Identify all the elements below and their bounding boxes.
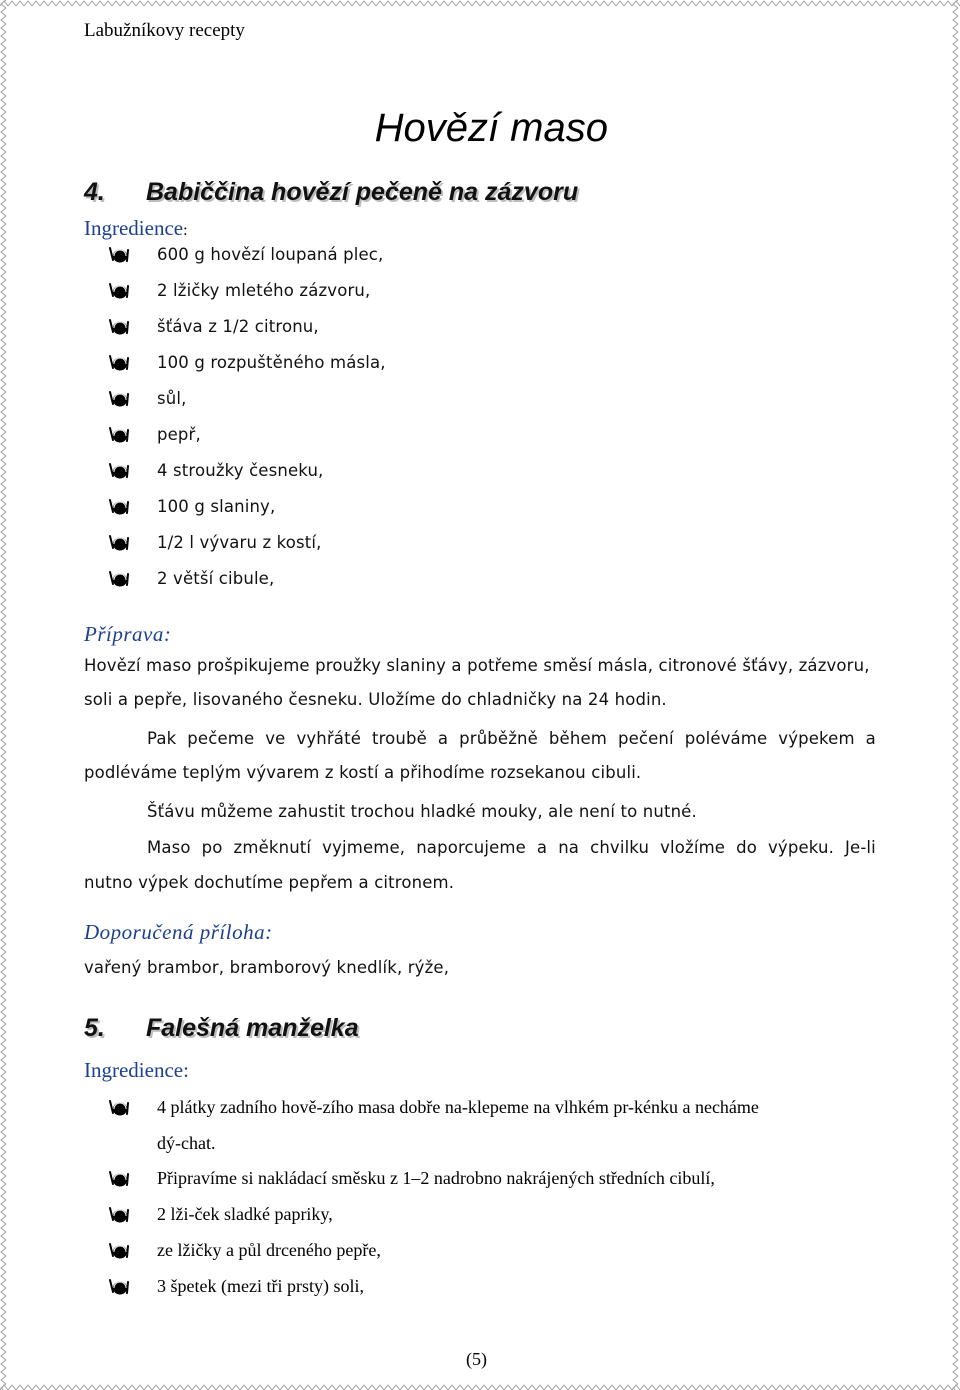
running-header: Labužníkovy recepty [84, 20, 245, 41]
word: troubě [371, 729, 427, 748]
word: výpeku. [768, 838, 834, 857]
ingredient-text: 100 g rozpuštěného másla, [157, 353, 386, 372]
pot-bullet-icon [108, 534, 130, 552]
ingredient-item [108, 1097, 759, 1118]
ingredient-item [108, 245, 383, 264]
ingredient-item [108, 281, 370, 300]
word: pečení [617, 729, 674, 748]
pot-bullet-icon [108, 318, 130, 336]
ingredient-text: 600 g hovězí loupaná plec, [157, 245, 384, 264]
ingredient-text: 2 lžičky mletého zázvoru, [157, 281, 371, 300]
ingredient-text-continuation: dý-chat. [157, 1133, 216, 1153]
word: vyhřáté [296, 729, 361, 748]
pot-bullet-icon [108, 1278, 130, 1296]
side-dish-heading: Doporučená příloha: [84, 920, 273, 944]
ingredient-item [108, 1204, 333, 1225]
ingredient-text: 2 lži-ček sladké papriky, [157, 1204, 333, 1224]
word: naporcujeme [416, 838, 526, 857]
pot-bullet-icon [108, 246, 130, 264]
ingredient-text: sůl, [157, 389, 187, 408]
recipe-number: 4. [84, 178, 105, 206]
ingredient-item [108, 425, 201, 444]
word: chvilku [590, 838, 650, 857]
preparation-heading: Příprava: [84, 622, 172, 646]
word: Maso [147, 838, 191, 857]
recipe-name: Falešná manželka [146, 1014, 359, 1042]
word: vyjmeme, [322, 838, 406, 857]
preparation-line: soli a pepře, lisovaného česneku. Uložíme do chladničky na 24 hodin. [84, 690, 667, 709]
preparation-line: Šťávu můžeme zahustit trochou hladké mouky, ale není to nutné. [147, 802, 697, 821]
ingredient-text: 4 stroužky česneku, [157, 461, 324, 480]
pot-bullet-icon [108, 570, 130, 588]
recipe-title [84, 1014, 359, 1043]
ingredient-item [108, 1168, 715, 1189]
word: během [548, 729, 607, 748]
word: průběžně [459, 729, 538, 748]
pot-bullet-icon [108, 426, 130, 444]
pot-bullet-icon [108, 1206, 130, 1224]
ingredient-item [108, 353, 386, 372]
ingredient-item [108, 317, 319, 336]
word: Je-li [845, 838, 876, 857]
ingredient-text: Připravíme si nakládací směsku z 1–2 nadrobno nakrájených středních cibulí, [157, 1168, 715, 1188]
word: změknutí [233, 838, 312, 857]
ingredient-text: 100 g slaniny, [157, 497, 276, 516]
ingredient-text: 4 plátky zadního hově-zího masa dobře na-klepeme na vlhkém pr-kénku a necháme [157, 1097, 759, 1117]
pot-bullet-icon [108, 1242, 130, 1260]
preparation-line-justified [147, 838, 876, 857]
pot-bullet-icon [108, 282, 130, 300]
preparation-line: podléváme teplým vývarem z kostí a přihodíme rozsekanou cibuli. [84, 763, 642, 782]
pot-bullet-icon [108, 462, 130, 480]
side-dish-text: vařený brambor, bramborový knedlík, rýže, [84, 958, 450, 977]
recipe-name: Babiččina hovězí pečeně na zázvoru [146, 178, 579, 206]
pot-bullet-icon [108, 1170, 130, 1188]
word: výpekem [778, 729, 855, 748]
ingredient-item [108, 533, 322, 552]
word: Pak [147, 729, 177, 748]
preparation-line: nutno výpek dochutíme pepřem a citronem. [84, 873, 455, 892]
ingredient-text: šťáva z 1/2 citronu, [157, 317, 319, 336]
pot-bullet-icon [108, 1099, 130, 1117]
word: poléváme [684, 729, 768, 748]
ingredient-text: 1/2 l vývaru z kostí, [157, 533, 322, 552]
word: na [558, 838, 580, 857]
ingredient-text: 2 větší cibule, [157, 569, 275, 588]
ingredient-item [108, 461, 323, 480]
ingredient-text: ze lžičky a půl drceného pepře, [157, 1240, 381, 1260]
word: ve [265, 729, 286, 748]
word: a [536, 838, 548, 857]
ingredient-item [108, 1240, 381, 1261]
ingredient-item [108, 389, 186, 408]
word: a [865, 729, 876, 748]
ingredient-text: 3 špetek (mezi tři prsty) soli, [157, 1276, 364, 1296]
ingredients-heading: Ingredience: [84, 1058, 189, 1082]
recipe-number: 5. [84, 1014, 105, 1042]
word: do [736, 838, 757, 857]
word: a [437, 729, 449, 748]
preparation-line-justified [147, 729, 876, 748]
ingredients-heading: Ingredience: [84, 216, 188, 240]
word: vložíme [660, 838, 726, 857]
pot-bullet-icon [108, 354, 130, 372]
pot-bullet-icon [108, 498, 130, 516]
page-number: (5) [466, 1349, 487, 1369]
ingredient-item [108, 1276, 364, 1297]
ingredient-text: pepř, [157, 425, 201, 444]
pot-bullet-icon [108, 390, 130, 408]
word: po [201, 838, 223, 857]
recipe-title [84, 178, 578, 207]
ingredient-item [108, 569, 274, 588]
word: pečeme [187, 729, 255, 748]
preparation-line: Hovězí maso prošpikujeme proužky slaniny a potřeme směsí másla, citronové šťávy, zázvoru, [84, 656, 870, 675]
ingredient-item [108, 497, 275, 516]
page-title: Hovězí maso [374, 106, 608, 150]
